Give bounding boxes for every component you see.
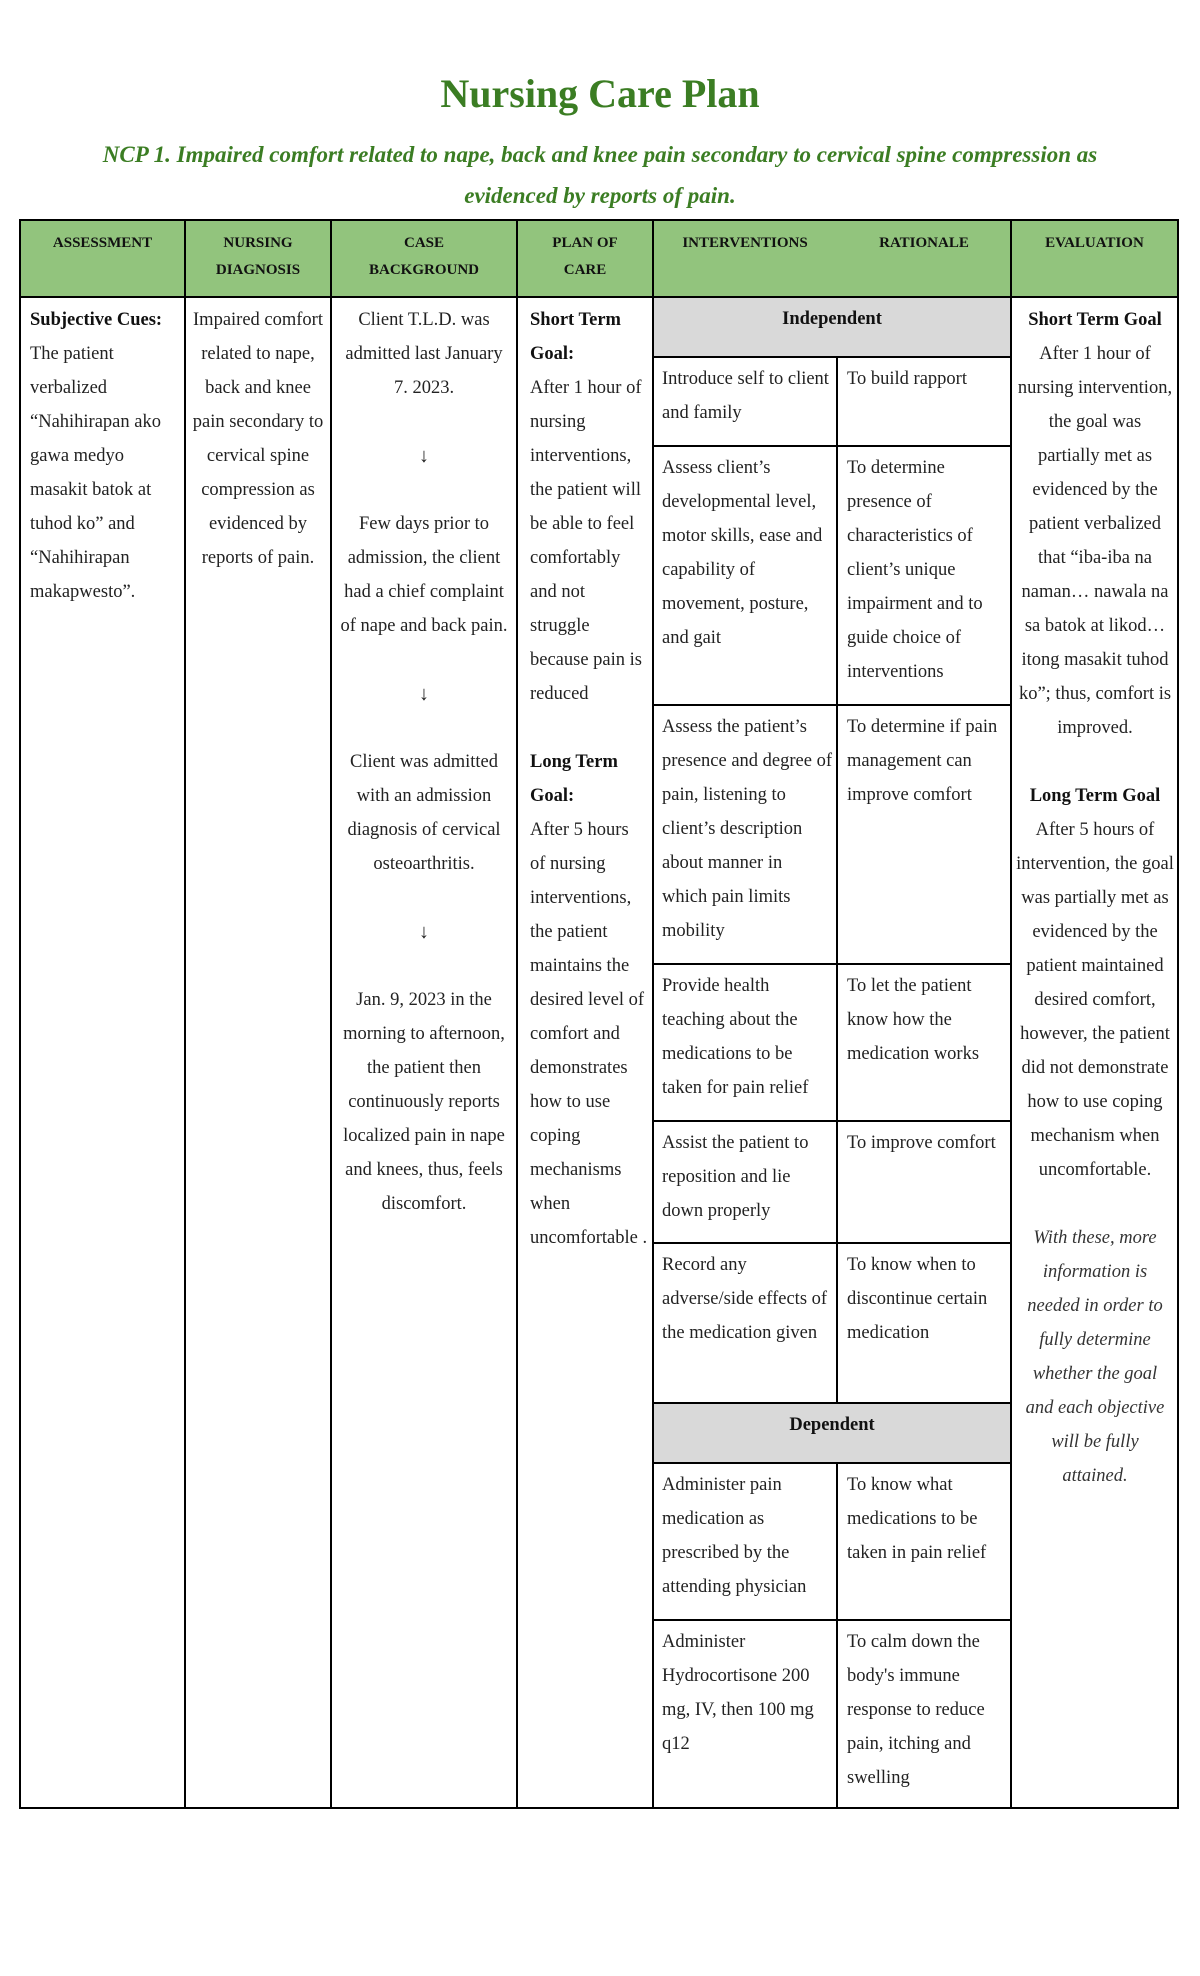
intervention-cell: Assist the patient to reposition and lie down properly	[662, 1133, 809, 1221]
header-plan-of-care: PLAN OF CARE	[552, 235, 618, 278]
evaluation-short-term-text: After 1 hour of nursing intervention, the goal was partially met as evidenced by the patient verbalized that “iba-iba na naman… nawala na sa batok at likod… itong masakit tuhod ko”; thus, comfort is improved.	[1017, 344, 1173, 738]
row-divider	[652, 963, 1012, 965]
header-assessment: ASSESSMENT	[52, 235, 153, 251]
rationale-cell: To let the patient know how the medication works	[847, 976, 980, 1064]
intervention-cell: Administer Hydrocortisone 200 mg, IV, then 100 mg q12	[662, 1632, 814, 1754]
rationale-cell: To improve comfort	[847, 1133, 996, 1153]
arrow-down-icon: ↓	[419, 921, 429, 943]
intervention-cell: Assess client’s developmental level, motor skills, ease and capability of movement, posture, and gait	[662, 458, 823, 648]
evaluation-cell	[1016, 303, 1174, 1493]
independent-section-header: Independent	[654, 298, 1010, 358]
rationale-cell: To know what medications to be taken in pain relief	[847, 1475, 987, 1563]
care-plan-subtitle: NCP 1. Impaired comfort related to nape, back and knee pain secondary to cervical spine compression as evidenced by reports of pain.	[102, 142, 1098, 208]
inner-column-divider	[836, 356, 838, 1404]
evaluation-long-term-label: Long Term Goal	[1029, 786, 1161, 806]
column-divider	[184, 219, 186, 1809]
column-divider	[652, 219, 654, 1809]
rationale-cell: To build rapport	[847, 369, 967, 389]
row-divider	[652, 704, 1012, 706]
rationale-cell: To determine if pain management can improve comfort	[847, 717, 998, 805]
header-interventions: INTERVENTIONS	[682, 235, 808, 251]
header-nursing-diagnosis: NURSING DIAGNOSIS	[215, 235, 301, 278]
row-divider	[652, 445, 1012, 447]
long-term-goal-text: After 5 hours of nursing interventions, the patient maintains the desired level of comfort and demonstrates how to use coping mechanisms when uncomfortable .	[530, 820, 648, 1248]
short-term-goal-label: Short Term Goal:	[530, 310, 621, 364]
row-divider	[652, 1619, 1012, 1621]
inner-column-divider	[836, 1462, 838, 1809]
row-divider	[652, 1242, 1012, 1244]
column-divider	[330, 219, 332, 1809]
arrow-down-icon: ↓	[419, 445, 429, 467]
short-term-goal-text: After 1 hour of nursing interventions, the patient will be able to feel comfortably and not struggle because pain is reduced	[530, 378, 642, 704]
case-background-cell	[338, 303, 510, 1221]
assessment-cell	[30, 303, 178, 609]
intervention-cell: Provide health teaching about the medications to be taken for pain relief	[662, 976, 809, 1098]
row-divider	[652, 1462, 1012, 1464]
page-title: Nursing Care Plan	[440, 71, 760, 116]
background-step: Client was admitted with an admission diagnosis of cervical osteoarthritis.	[347, 752, 501, 874]
subjective-cues-label: Subjective Cues:	[30, 310, 163, 330]
row-divider	[652, 1402, 1012, 1404]
intervention-cell: Administer pain medication as prescribed by the attending physician	[662, 1475, 807, 1597]
intervention-cell: Record any adverse/side effects of the medication given	[662, 1255, 828, 1343]
rationale-cell: To calm down the body's immune response to reduce pain, itching and swelling	[847, 1632, 985, 1788]
evaluation-short-term-label: Short Term Goal	[1028, 310, 1162, 330]
subjective-cues-text: The patient verbalized “Nahihirapan ako gawa medyo masakit batok at tuhod ko” and “Nahihirapan makapwesto”.	[30, 344, 161, 602]
nursing-diagnosis-cell: Impaired comfort related to nape, back and knee pain secondary to cervical spine compression as evidenced by reports of pain.	[192, 310, 324, 568]
plan-of-care-cell	[530, 303, 648, 1255]
long-term-goal-label: Long Term Goal:	[530, 752, 618, 806]
background-step: Jan. 9, 2023 in the morning to afternoon, the patient then continuously reports localized pain in nape and knees, thus, feels discomfort.	[343, 990, 505, 1214]
row-divider	[652, 1120, 1012, 1122]
arrow-down-icon: ↓	[419, 683, 429, 705]
row-divider	[652, 356, 1012, 358]
column-divider	[516, 219, 518, 1809]
dependent-section-header: Dependent	[654, 1404, 1010, 1464]
intervention-cell: Introduce self to client and family	[662, 369, 829, 423]
background-step: Few days prior to admission, the client had a chief complaint of nape and back pain.	[340, 514, 508, 636]
intervention-cell: Assess the patient’s presence and degree of pain, listening to client’s description about manner in which pain limits mobility	[662, 717, 832, 941]
rationale-cell: To know when to discontinue certain medication	[847, 1255, 988, 1343]
rationale-cell: To determine presence of characteristics of client’s unique impairment and to guide choice of interventions	[847, 458, 983, 682]
header-rationale: RATIONALE	[879, 235, 969, 251]
evaluation-long-term-text: After 5 hours of intervention, the goal was partially met as evidenced by the patient maintained desired comfort, however, the patient did not demonstrate how to use coping mechanism when uncomfortable.	[1016, 820, 1174, 1180]
header-evaluation: EVALUATION	[1045, 235, 1144, 251]
column-divider	[1010, 219, 1012, 1809]
header-case-background: CASE BACKGROUND	[368, 235, 479, 278]
background-step: Client T.L.D. was admitted last January 7. 2023.	[345, 310, 503, 398]
evaluation-note: With these, more information is needed in order to fully determine whether the goal and each objective will be fully attained.	[1025, 1228, 1165, 1486]
